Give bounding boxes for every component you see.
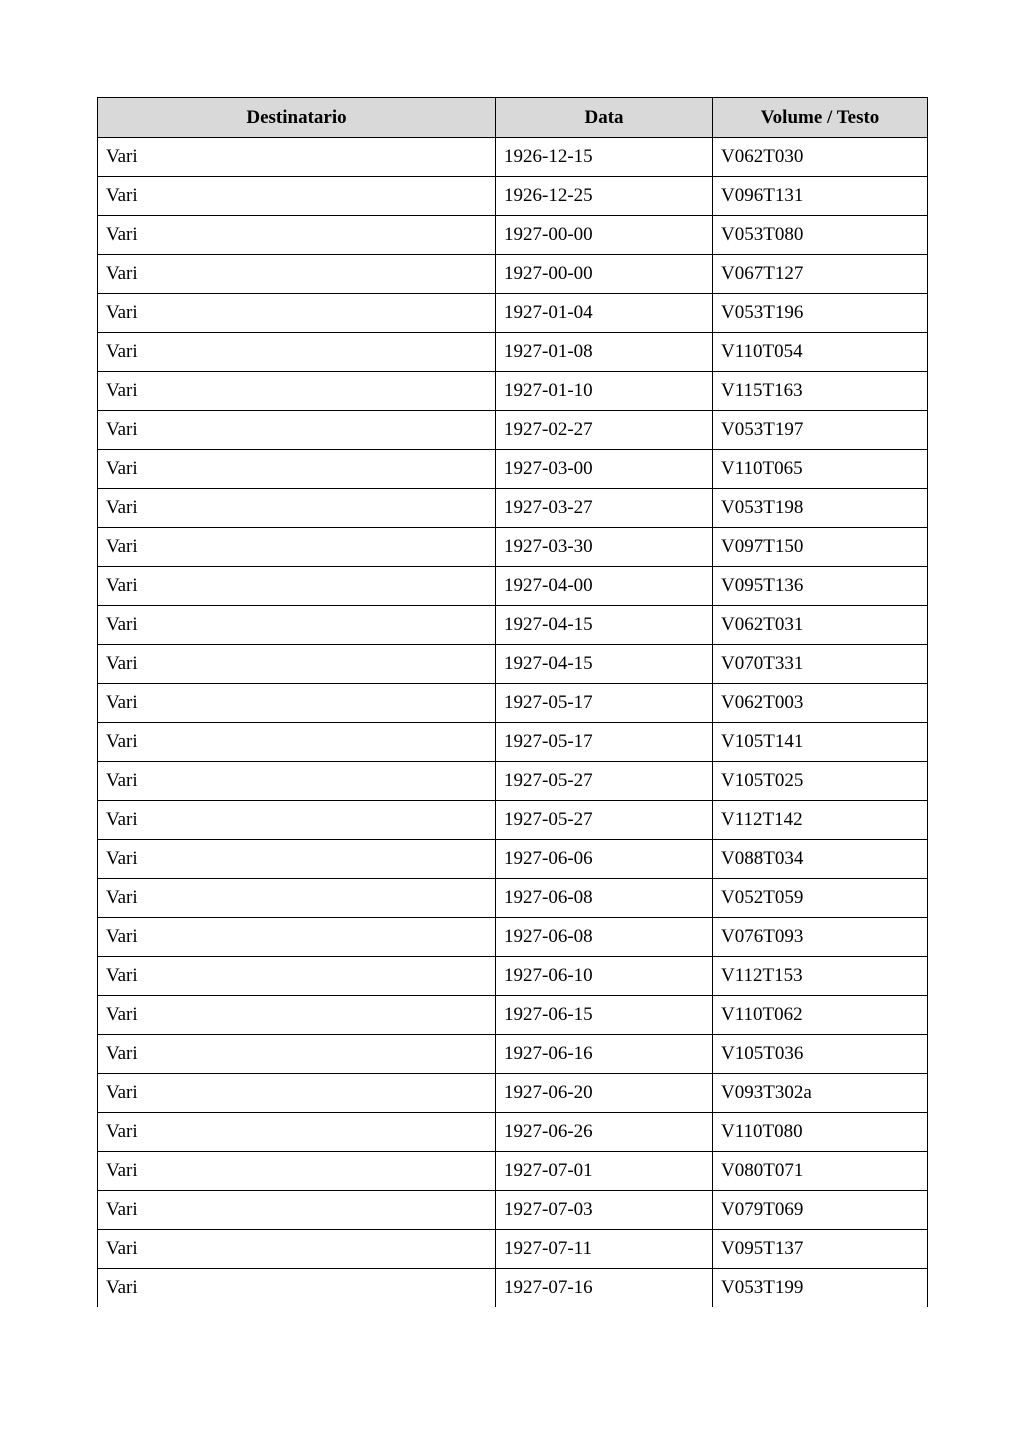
cell-data: 1926-12-15 — [496, 138, 713, 177]
cell-destinatario: Vari — [98, 255, 496, 294]
cell-destinatario: Vari — [98, 138, 496, 177]
cell-data: 1926-12-25 — [496, 177, 713, 216]
table-row — [98, 333, 928, 372]
cell-data: 1927-01-08 — [496, 333, 713, 372]
cell-destinatario: Vari — [98, 1035, 496, 1074]
cell-volume-testo: V110T054 — [713, 333, 928, 372]
cell-data: 1927-06-10 — [496, 957, 713, 996]
cell-volume-testo: V097T150 — [713, 528, 928, 567]
cell-volume-testo: V112T153 — [713, 957, 928, 996]
cell-data: 1927-07-16 — [496, 1269, 713, 1308]
header-destinatario: Destinatario — [98, 98, 496, 138]
cell-volume-testo: V062T003 — [713, 684, 928, 723]
cell-destinatario: Vari — [98, 216, 496, 255]
cell-destinatario: Vari — [98, 1152, 496, 1191]
cell-data: 1927-05-17 — [496, 723, 713, 762]
cell-destinatario: Vari — [98, 957, 496, 996]
table-row — [98, 372, 928, 411]
cell-destinatario: Vari — [98, 177, 496, 216]
cell-data: 1927-05-27 — [496, 801, 713, 840]
cell-volume-testo: V053T197 — [713, 411, 928, 450]
cell-data: 1927-04-15 — [496, 645, 713, 684]
cell-destinatario: Vari — [98, 645, 496, 684]
cell-data: 1927-05-27 — [496, 762, 713, 801]
table-row — [98, 1269, 928, 1308]
table-row — [98, 762, 928, 801]
cell-destinatario: Vari — [98, 450, 496, 489]
cell-data: 1927-01-10 — [496, 372, 713, 411]
correspondence-table — [97, 97, 928, 1307]
cell-destinatario: Vari — [98, 528, 496, 567]
cell-data: 1927-06-15 — [496, 996, 713, 1035]
cell-destinatario: Vari — [98, 762, 496, 801]
cell-destinatario: Vari — [98, 723, 496, 762]
table-row — [98, 840, 928, 879]
table-row — [98, 528, 928, 567]
table-row — [98, 1035, 928, 1074]
cell-destinatario: Vari — [98, 411, 496, 450]
cell-data: 1927-04-15 — [496, 606, 713, 645]
cell-data: 1927-03-00 — [496, 450, 713, 489]
table-row — [98, 645, 928, 684]
cell-data: 1927-06-06 — [496, 840, 713, 879]
cell-volume-testo: V088T034 — [713, 840, 928, 879]
table-row — [98, 138, 928, 177]
cell-destinatario: Vari — [98, 801, 496, 840]
cell-volume-testo: V052T059 — [713, 879, 928, 918]
cell-data: 1927-06-08 — [496, 918, 713, 957]
table-header-row — [98, 98, 928, 138]
cell-destinatario: Vari — [98, 372, 496, 411]
table-row — [98, 1230, 928, 1269]
cell-volume-testo: V062T031 — [713, 606, 928, 645]
table-row — [98, 996, 928, 1035]
table-row — [98, 1074, 928, 1113]
cell-volume-testo: V076T093 — [713, 918, 928, 957]
cell-volume-testo: V053T199 — [713, 1269, 928, 1308]
cell-data: 1927-07-01 — [496, 1152, 713, 1191]
cell-volume-testo: V053T198 — [713, 489, 928, 528]
cell-destinatario: Vari — [98, 1191, 496, 1230]
cell-data: 1927-05-17 — [496, 684, 713, 723]
table-row — [98, 879, 928, 918]
table-row — [98, 1113, 928, 1152]
cell-data: 1927-06-26 — [496, 1113, 713, 1152]
cell-volume-testo: V053T080 — [713, 216, 928, 255]
table-body — [98, 138, 928, 1308]
cell-destinatario: Vari — [98, 918, 496, 957]
cell-volume-testo: V062T030 — [713, 138, 928, 177]
table-row — [98, 957, 928, 996]
table-row — [98, 177, 928, 216]
cell-destinatario: Vari — [98, 567, 496, 606]
table-row — [98, 216, 928, 255]
table-row — [98, 411, 928, 450]
cell-volume-testo: V115T163 — [713, 372, 928, 411]
cell-destinatario: Vari — [98, 489, 496, 528]
table-row — [98, 1152, 928, 1191]
cell-data: 1927-07-11 — [496, 1230, 713, 1269]
table-row — [98, 801, 928, 840]
cell-data: 1927-02-27 — [496, 411, 713, 450]
cell-destinatario: Vari — [98, 840, 496, 879]
cell-destinatario: Vari — [98, 684, 496, 723]
table-row — [98, 723, 928, 762]
header-volume-testo: Volume / Testo — [713, 98, 928, 138]
table-row — [98, 450, 928, 489]
cell-destinatario: Vari — [98, 333, 496, 372]
cell-data: 1927-06-08 — [496, 879, 713, 918]
cell-volume-testo: V096T131 — [713, 177, 928, 216]
table-row — [98, 606, 928, 645]
cell-data: 1927-07-03 — [496, 1191, 713, 1230]
cell-volume-testo: V093T302a — [713, 1074, 928, 1113]
cell-data: 1927-04-00 — [496, 567, 713, 606]
cell-volume-testo: V112T142 — [713, 801, 928, 840]
header-data: Data — [496, 98, 713, 138]
cell-data: 1927-06-16 — [496, 1035, 713, 1074]
table-row — [98, 684, 928, 723]
table-row — [98, 567, 928, 606]
cell-destinatario: Vari — [98, 879, 496, 918]
cell-destinatario: Vari — [98, 606, 496, 645]
cell-volume-testo: V110T080 — [713, 1113, 928, 1152]
cell-data: 1927-00-00 — [496, 216, 713, 255]
cell-volume-testo: V067T127 — [713, 255, 928, 294]
cell-destinatario: Vari — [98, 1113, 496, 1152]
cell-data: 1927-00-00 — [496, 255, 713, 294]
cell-data: 1927-03-27 — [496, 489, 713, 528]
cell-destinatario: Vari — [98, 1269, 496, 1308]
cell-volume-testo: V105T025 — [713, 762, 928, 801]
cell-destinatario: Vari — [98, 294, 496, 333]
cell-volume-testo: V080T071 — [713, 1152, 928, 1191]
cell-destinatario: Vari — [98, 1074, 496, 1113]
cell-volume-testo: V110T065 — [713, 450, 928, 489]
cell-destinatario: Vari — [98, 996, 496, 1035]
cell-volume-testo: V053T196 — [713, 294, 928, 333]
cell-volume-testo: V070T331 — [713, 645, 928, 684]
table-row — [98, 489, 928, 528]
table-row — [98, 255, 928, 294]
table-row — [98, 1191, 928, 1230]
cell-volume-testo: V105T141 — [713, 723, 928, 762]
cell-volume-testo: V095T136 — [713, 567, 928, 606]
table-row — [98, 294, 928, 333]
cell-volume-testo: V105T036 — [713, 1035, 928, 1074]
cell-volume-testo: V110T062 — [713, 996, 928, 1035]
cell-data: 1927-06-20 — [496, 1074, 713, 1113]
cell-data: 1927-01-04 — [496, 294, 713, 333]
table-row — [98, 918, 928, 957]
cell-volume-testo: V095T137 — [713, 1230, 928, 1269]
cell-data: 1927-03-30 — [496, 528, 713, 567]
cell-destinatario: Vari — [98, 1230, 496, 1269]
cell-volume-testo: V079T069 — [713, 1191, 928, 1230]
